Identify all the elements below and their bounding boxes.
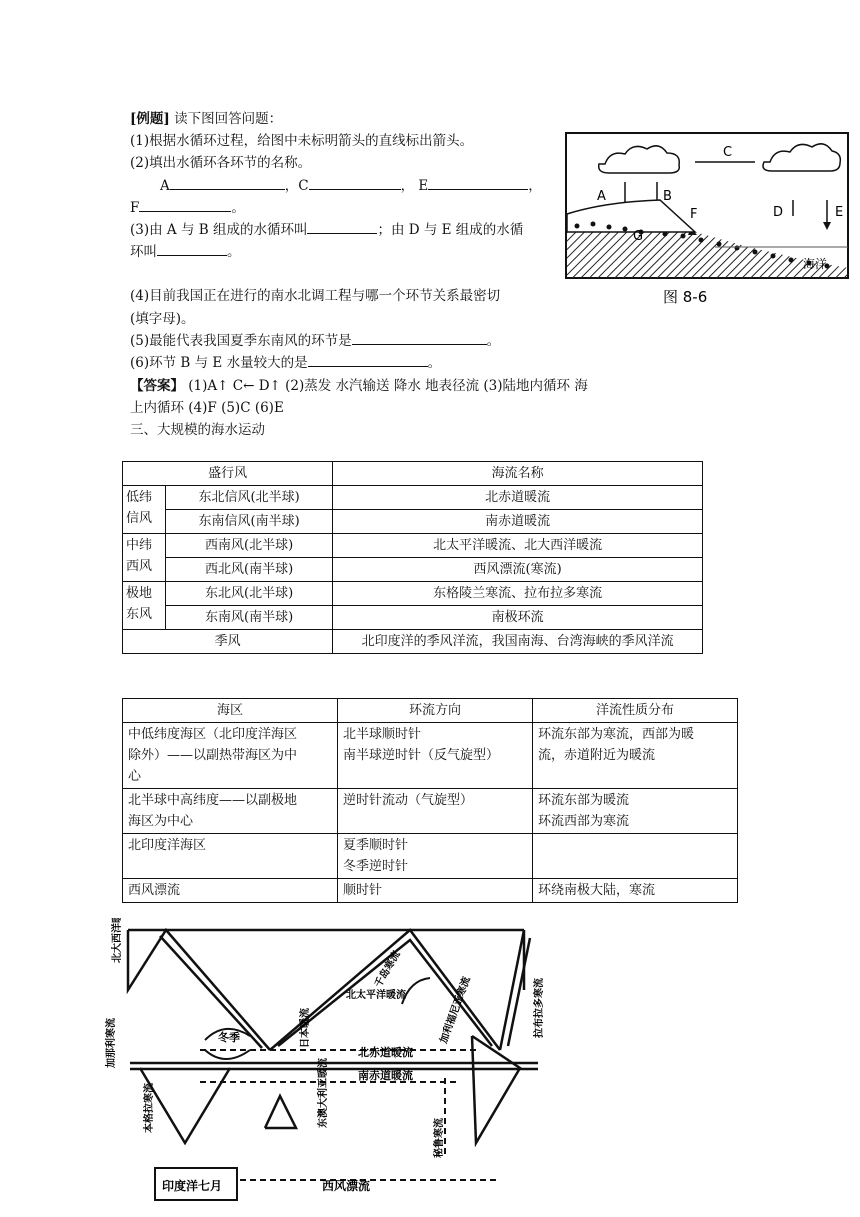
winter-arrow-bottom [205,1050,250,1059]
q3-end: 。 [227,244,241,260]
india-july-label: 印度洋七月 [162,1179,223,1193]
california-label: 加利福尼亚寒流 [438,975,473,1046]
q5-end: 。 [486,333,501,349]
current-cell: 东格陵兰寒流、拉布拉多寒流 [333,582,703,606]
south-right-triangle [472,1036,520,1143]
nature-cell [533,834,738,879]
ocean-circulation-table [122,698,738,903]
q3-part-c: 环叫 [130,244,157,260]
water-cycle-figure [565,132,855,312]
table-row [123,606,703,630]
west-wind-drift-label: 西风漂流 [322,1179,371,1193]
q3-part-a: (3)由 A 与 B 组成的水循环叫 [130,222,308,238]
north-pacific-label: 北太平洋暖流 [346,990,406,1001]
area-cell: 西风漂流 [123,879,338,903]
group-low-lat: 低纬 信风 [123,486,166,534]
current-cell: 西风漂流(寒流) [333,558,703,582]
blank-a[interactable] [170,175,285,190]
group-mid-lat: 中纬 西风 [123,534,166,582]
section-3-title: 三、大规模的海水运动 [130,422,265,438]
header-direction: 环流方向 [338,699,533,723]
current-cell: 北赤道暖流 [333,486,703,510]
header-wind: 盛行风 [123,462,333,486]
wind-cell: 东北信风(北半球) [166,486,333,510]
winter-label: 冬季 [218,1031,240,1044]
table2-header [123,699,738,723]
q5-text: (5)最能代表我国夏季东南风的环节是 [130,333,352,349]
blank-c[interactable] [309,175,401,190]
q6-text: (6)环节 B 与 E 水量较大的是 [130,355,308,371]
area-cell: 中低纬度海区（北印度洋海区 除外）——以副热带海区为中 心 [123,723,338,789]
header-nature: 洋流性质分布 [533,699,738,723]
example-intro-line [130,108,282,130]
question-3-cont [130,241,241,263]
label-f: F [130,200,140,216]
label-e-text: E [835,205,844,220]
header-current: 海流名称 [333,462,703,486]
direction-cell: 北半球顺时针 南半球逆时针（反气旋型） [338,723,533,789]
wind-cell: 东南风(南半球) [166,606,333,630]
q6-end: 。 [427,355,442,371]
q2-end: 。 [231,200,245,216]
blank-e[interactable] [428,175,528,190]
wind-cell: 东北风(北半球) [166,582,333,606]
table-row [123,879,738,903]
nature-cell: 环流东部为寒流，西部为暖 流，赤道附近为暖流 [533,723,738,789]
s-equatorial-label: 南赤道暖流 [358,1069,413,1082]
wind-cell: 西北风(南半球) [166,558,333,582]
label-b-text: B [663,189,672,204]
n-atlantic-label: 北大西洋暖流 [112,918,123,963]
kuril-label: 千岛寒流 [373,949,403,990]
south-mid-triangle [265,1096,296,1128]
answer-line-2: 上内循环 (4)F (5)C (6)E [130,400,284,416]
nature-cell: 环绕南极大陆，寒流 [533,879,738,903]
e-australia-label: 东澳大利亚暖流 [318,1058,329,1128]
blank-q3-2[interactable] [157,241,227,256]
blank-q6[interactable] [308,352,428,367]
label-f-text: F [690,207,698,222]
group-polar: 极地 东风 [123,582,166,630]
table-row [123,630,703,654]
example-tag: [例题] [130,111,170,127]
comma: ， [528,178,542,194]
table1-header [123,462,703,486]
canary-label: 加那利寒流 [106,1018,117,1068]
direction-cell: 逆时针流动（气旋型） [338,789,533,834]
ocean-current-figure [100,918,560,1213]
question-4: (4)目前我国正在进行的南水北调工程与哪一个环节关系最密切 [130,288,501,304]
n-equatorial-label: 北赤道暖流 [358,1046,413,1059]
label-d-text: D [773,205,784,220]
label-a-text: A [597,189,606,204]
kuroshio-label: 日本暖流 [300,1008,311,1048]
nature-cell: 环流东部为暖流 环流西部为寒流 [533,789,738,834]
question-2-f [130,197,245,219]
wind-current-table [122,461,703,654]
area-cell: 北半球中高纬度——以副极地 海区为中心 [123,789,338,834]
table-row [123,510,703,534]
labrador-label: 拉布拉多寒流 [534,978,545,1038]
wind-cell: 东南信风(南半球) [166,510,333,534]
direction-cell: 顺时针 [338,879,533,903]
figure-caption: 图 8-6 [663,288,708,306]
current-cell: 南极环流 [333,606,703,630]
table-row [123,789,738,834]
direction-cell: 夏季顺时针 冬季逆时针 [338,834,533,879]
table-row [123,558,703,582]
label-g-text: G [633,229,644,244]
table-row [123,834,738,879]
current-cell: 北太平洋暖流、北大西洋暖流 [333,534,703,558]
question-4-cont: (填字母)。 [130,311,195,327]
area-cell: 北印度洋海区 [123,834,338,879]
label-c-text: C [723,145,733,160]
water-cycle-diagram [565,132,855,312]
current-cell: 南赤道暖流 [333,510,703,534]
example-intro: 读下图回答问题： [174,111,283,127]
answer-label: 【答案】 [130,378,184,394]
table-row [123,486,703,510]
blank-q3-1[interactable] [307,219,377,234]
label-a: A [160,178,170,194]
peru-label: 秘鲁寒流 [434,1118,445,1158]
question-5 [130,330,500,352]
benguela-label: 本格拉寒流 [144,1083,155,1133]
table-row [123,723,738,789]
table-row [123,534,703,558]
blank-f[interactable] [139,197,231,212]
question-6 [130,352,441,374]
label-ocean-text: 海洋 [803,257,828,271]
wind-cell: 西南风(北半球) [166,534,333,558]
question-2-blanks [130,175,542,197]
question-3 [130,219,523,241]
table-row [123,582,703,606]
answer-text-1: (1)A↑ C← D↑ (2)蒸发 水汽输送 降水 地表径流 (3)陆地内循环 海 [184,378,588,394]
header-area: 海区 [123,699,338,723]
monsoon-cell: 季风 [123,630,333,654]
label-c: ，C [284,178,309,194]
label-e: ， E [400,178,429,194]
north-pacific-curve [402,978,430,1004]
question-1: (1)根据水循环过程，给图中未标明箭头的直线标出箭头。 [130,133,474,149]
q3-part-b: ；由 D 与 E 组成的水循 [377,222,524,238]
answer-line-1 [130,375,588,397]
blank-q5[interactable] [352,330,487,345]
question-2: (2)填出水循环各环节的名称。 [130,155,312,171]
ocean-current-diagram [100,918,560,1213]
monsoon-current-cell: 北印度洋的季风洋流，我国南海、台湾海峡的季风洋流 [333,630,703,654]
